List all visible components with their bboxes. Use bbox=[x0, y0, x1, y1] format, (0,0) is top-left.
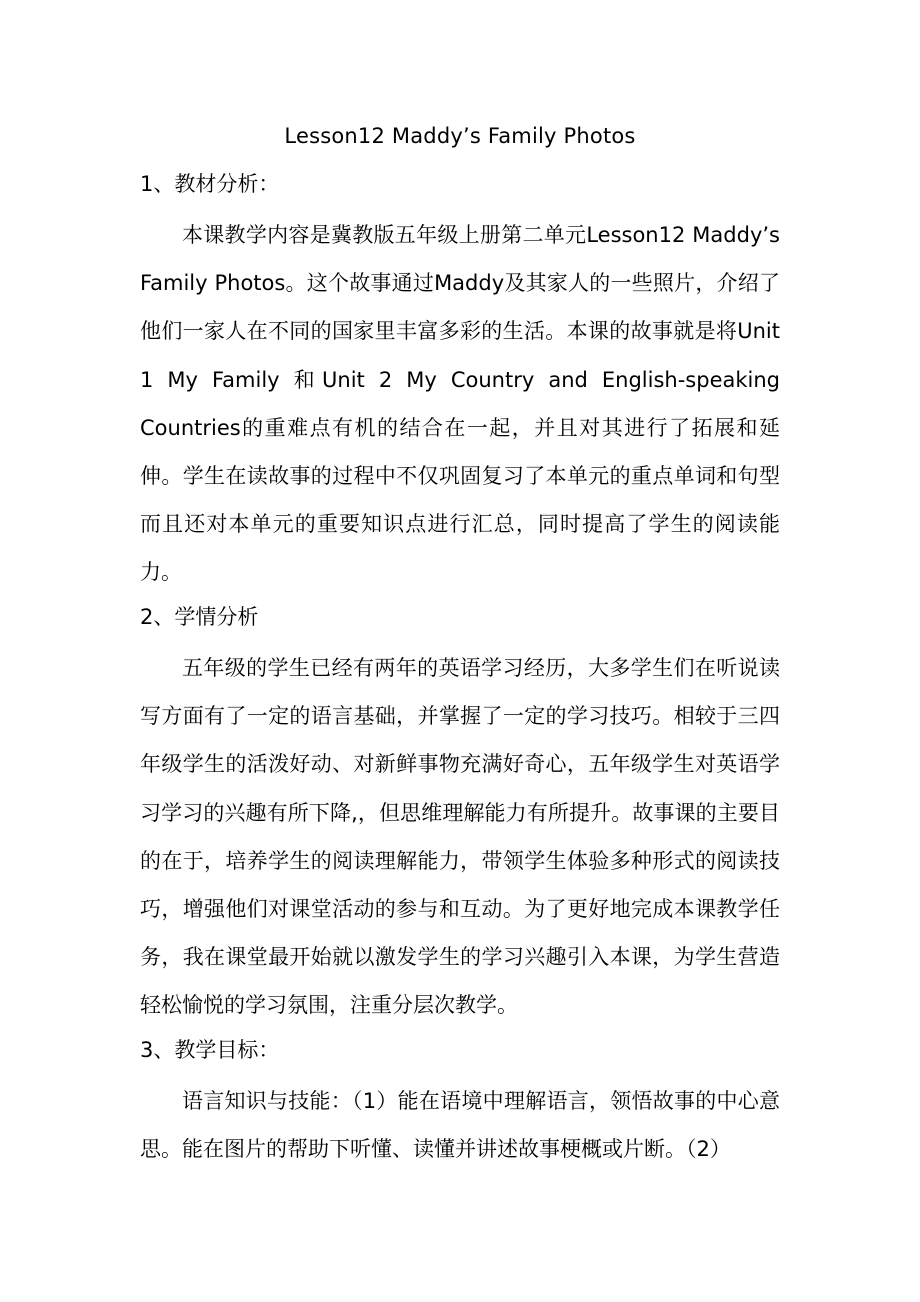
document-title: Lesson12 Maddy’s Family Photos bbox=[284, 124, 636, 148]
section-paragraph-textbook-analysis: 本课教学内容是冀教版五年级上册第二单元Lesson12 Maddy’s Family Photos。这个故事通过Maddy及其家人的一些照片，介绍了他们一家人在不同的国家里丰富多彩的生活。本课的故事就是将Unit 1 My Family 和Unit 2 My Country and English-speaking Countries的重难点有机的结合在一起，并且对其进行了拓展和延伸。学生在读故事的过程中不仅巩固复习了本单元的重点单词和句型而且还对本单元的重要知识点进行汇总，同时提高了学生的阅读能力。 bbox=[140, 223, 780, 585]
section-heading-student-analysis: 2、学情分析 bbox=[140, 605, 259, 629]
section-paragraph-teaching-objectives: 语言知识与技能：（1）能在语境中理解语言，领悟故事的中心意思。能在图片的帮助下听懂、读懂并讲述故事梗概或片断。（2） bbox=[140, 1089, 780, 1162]
section-paragraph-student-analysis: 五年级的学生已经有两年的英语学习经历，大多学生们在听说读写方面有了一定的语言基础，并掌握了一定的学习技巧。相较于三四年级学生的活泼好动、对新鲜事物充满好奇心，五年级学生对英语学习学习的兴趣有所下降,，但思维理解能力有所提升。故事课的主要目的在于，培养学生的阅读理解能力，带领学生体验多种形式的阅读技巧，增强他们对课堂活动的参与和互动。为了更好地完成本课教学任务，我在课堂最开始就以激发学生的学习兴趣引入本课，为学生营造轻松愉悦的学习氛围，注重分层次教学。 bbox=[140, 656, 780, 1018]
section-heading-textbook-analysis: 1、教材分析： bbox=[140, 172, 280, 196]
section-heading-teaching-objectives: 3、教学目标： bbox=[140, 1038, 280, 1062]
